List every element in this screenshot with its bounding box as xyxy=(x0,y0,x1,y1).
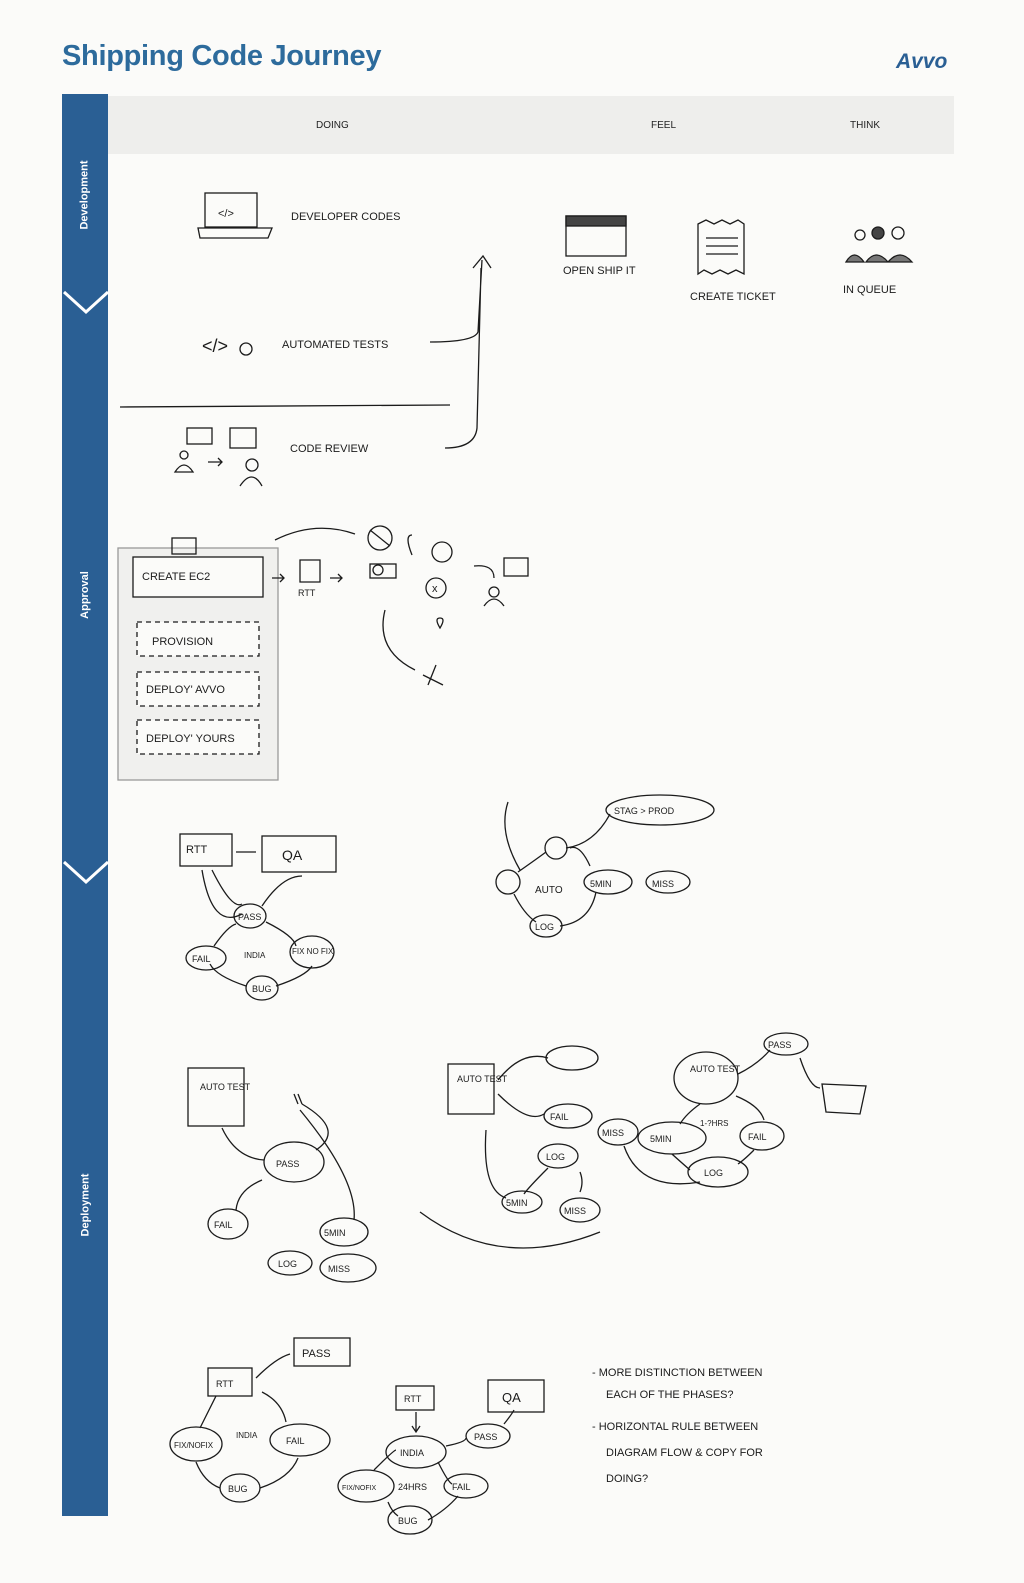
qa-box-label: QA xyxy=(502,1390,521,1405)
stag-prod-label: STAG > PROD xyxy=(614,806,675,816)
pass-box-label: PASS xyxy=(302,1348,331,1360)
provision-label: PROVISION xyxy=(152,636,214,648)
avvo-logo: Avvo xyxy=(896,50,948,73)
rtt-box-label: RTT xyxy=(404,1394,422,1404)
column-think: THINK xyxy=(850,120,880,131)
queue-people-icon xyxy=(846,227,912,262)
ticket-icon xyxy=(698,220,744,274)
note-2-line-2: DIAGRAM FLOW & COPY FOR xyxy=(606,1447,763,1459)
five-min-label: 5MIN xyxy=(324,1228,346,1238)
bug-node-label: BUG xyxy=(252,984,272,994)
auto-test-box-label: AUTO TEST xyxy=(457,1074,508,1084)
five-min-label: 5MIN xyxy=(650,1134,672,1144)
miss-label: MISS xyxy=(564,1206,587,1216)
phase-deployment: Deployment xyxy=(79,1173,91,1237)
approved-user-icon xyxy=(484,558,528,606)
reviewer-cycle-icon xyxy=(275,526,494,685)
flow-diagram-autotest-b xyxy=(420,1046,600,1248)
hrs24-label: 24HRS xyxy=(398,1482,428,1492)
phase-approval: Approval xyxy=(79,571,91,619)
pass-node-label: PASS xyxy=(276,1159,300,1169)
pass-node-label: PASS xyxy=(768,1040,792,1050)
bug-node-label: BUG xyxy=(398,1516,418,1526)
fix-node-label: FIX NO FIX xyxy=(292,947,334,956)
fix-nofix-label: FIX/NOFIX xyxy=(342,1485,377,1492)
log-label: LOG xyxy=(278,1259,298,1269)
fail-node-label: FAIL xyxy=(286,1436,305,1446)
create-ec2-label: CREATE EC2 xyxy=(142,571,211,583)
india-label: INDIA xyxy=(244,951,266,960)
page-title: Shipping Code Journey xyxy=(62,40,382,72)
auto-test-box-label: AUTO TEST xyxy=(200,1082,251,1092)
rtt-label: RTT xyxy=(298,588,316,598)
in-queue-label: IN QUEUE xyxy=(843,284,897,296)
fail-node-label: FAIL xyxy=(452,1482,471,1492)
pass-node-label: PASS xyxy=(238,912,262,922)
flow-diagram-rtt-pass xyxy=(170,1338,350,1502)
deploy-avvo-label: DEPLOY' AVVO xyxy=(146,684,225,696)
divider-line xyxy=(120,405,450,407)
fail-node-label: FAIL xyxy=(748,1132,767,1142)
hours-label: 1-?HRS xyxy=(700,1119,729,1128)
code-review-label: CODE REVIEW xyxy=(290,443,369,455)
deploy-yours-label: DEPLOY' YOURS xyxy=(146,733,235,745)
miss-label: MISS xyxy=(602,1128,625,1138)
india-label: INDIA xyxy=(400,1448,425,1458)
five-min-label: 5MIN xyxy=(506,1198,528,1208)
create-ticket-label: CREATE TICKET xyxy=(690,291,776,303)
note-2-line-3: DOING? xyxy=(606,1473,649,1485)
flow-diagram-autotest-a xyxy=(188,1068,376,1282)
india-label: INDIA xyxy=(236,1431,258,1440)
laptop-icon xyxy=(198,193,272,238)
five-min-label: 5MIN xyxy=(590,879,612,889)
note-1-line-2: EACH OF THE PHASES? xyxy=(606,1389,734,1401)
rtt-ticket-icon xyxy=(272,560,342,582)
code-test-icon xyxy=(202,336,252,356)
bug-node-label: BUG xyxy=(228,1484,248,1494)
column-doing: DOING xyxy=(316,120,349,131)
flow-connector xyxy=(430,260,482,448)
note-2-line-1: - HORIZONTAL RULE BETWEEN xyxy=(592,1421,759,1433)
phase-development: Development xyxy=(79,160,92,230)
rtt-box-label: RTT xyxy=(216,1379,234,1389)
svg-text:</>: </> xyxy=(202,336,229,356)
automated-tests-label: AUTOMATED TESTS xyxy=(282,339,389,351)
auto-test-node-label: AUTO TEST xyxy=(690,1064,741,1074)
log-label: LOG xyxy=(535,922,555,932)
miss-label: MISS xyxy=(652,879,675,889)
miss-label: MISS xyxy=(328,1264,351,1274)
qa-box-label: QA xyxy=(282,847,303,863)
log-label: LOG xyxy=(546,1152,566,1162)
fix-nofix-label: FIX/NOFIX xyxy=(174,1441,214,1450)
note-1-line-1: - MORE DISTINCTION BETWEEN xyxy=(592,1367,763,1379)
open-shipit-label: OPEN SHIP IT xyxy=(563,265,636,277)
flow-diagram-auto xyxy=(496,795,714,937)
auto-center-label: AUTO xyxy=(535,885,563,896)
flow-diagram-autotest-c xyxy=(598,1033,866,1187)
svg-text:x: x xyxy=(432,583,438,595)
developer-codes-label: DEVELOPER CODES xyxy=(291,211,401,223)
svg-text:</>: </> xyxy=(218,208,234,220)
fail-node-label: FAIL xyxy=(550,1112,569,1122)
rtt-box-label: RTT xyxy=(186,844,208,856)
fail-node-label: FAIL xyxy=(214,1220,233,1230)
log-label: LOG xyxy=(704,1168,724,1178)
column-feel: FEEL xyxy=(651,120,677,131)
fail-node-label: FAIL xyxy=(192,954,211,964)
shipit-window-icon xyxy=(566,216,626,256)
pass-node-label: PASS xyxy=(474,1432,498,1442)
code-review-icon xyxy=(175,428,262,486)
